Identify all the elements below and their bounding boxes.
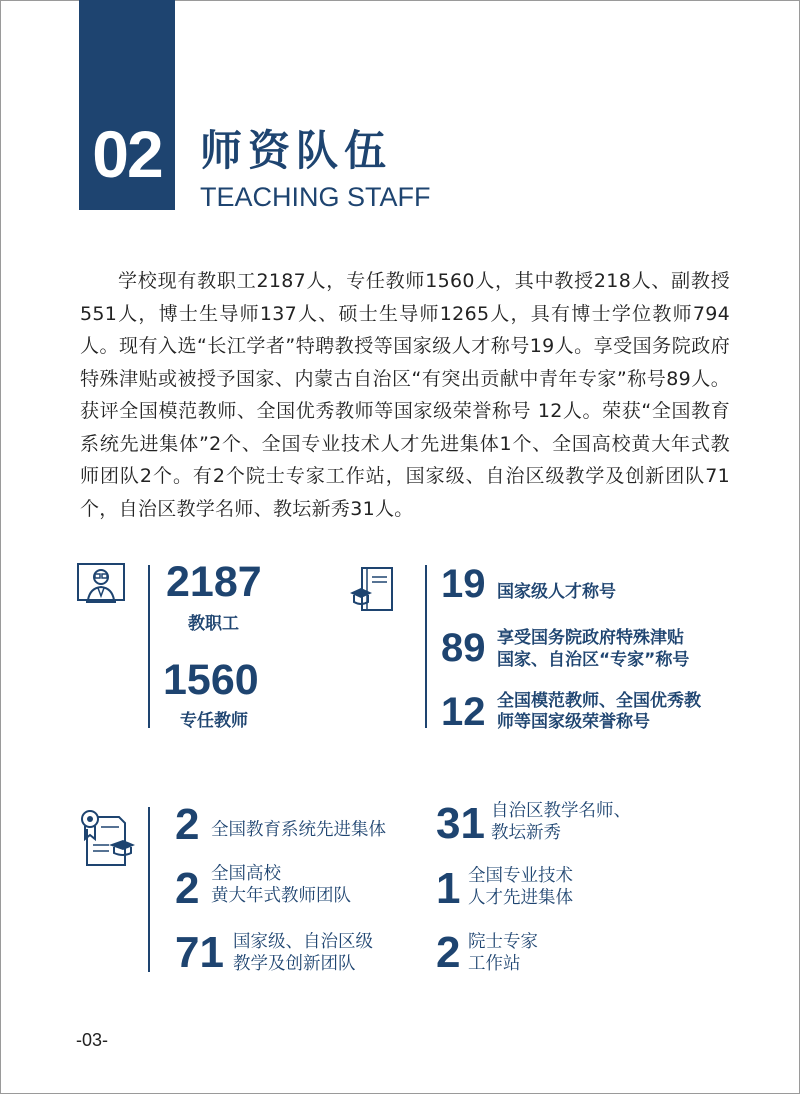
stat-honor-value: 12 [441,690,486,734]
stat-tech-collective-label-line2: 人才先进集体 [468,888,573,908]
divider-c [148,807,150,972]
stat-innovation-team-label-line1: 国家级、自治区级 [233,932,373,952]
stat-staff-value: 2187 [166,558,262,606]
stat-teachers-label: 专任教师 [180,711,248,731]
stat-staff-label: 教职工 [188,614,239,634]
certificate-icon [79,807,137,869]
page-border-left [0,0,1,1094]
stat-workstation-label-line1: 院士专家 [468,932,538,952]
book-graduation-icon [348,565,398,615]
stat-honor-label-line1: 全国模范教师、全国优秀教 [497,691,701,711]
stat-tech-collective-label-line1: 全国专业技术 [468,866,573,886]
stat-huang-team-label-line2: 黄大年式教师团队 [211,886,351,906]
divider-b [425,565,427,728]
stat-national-talent-value: 19 [441,562,486,606]
stat-expert-value: 89 [441,626,486,670]
stat-national-talent-label: 国家级人才称号 [497,582,616,602]
stat-advanced-collective-value: 2 [175,800,200,849]
stat-huang-team-value: 2 [175,864,200,913]
stat-famous-teacher-label-line2: 教坛新秀 [491,823,561,843]
page-number: -03- [76,1030,109,1050]
stat-workstation-value: 2 [436,928,461,977]
stat-tech-collective-value: 1 [436,864,461,913]
stat-advanced-collective-label: 全国教育系统先进集体 [211,820,386,840]
teacher-icon [76,560,126,606]
stat-innovation-team-label-line2: 教学及创新团队 [233,954,356,974]
section-number: 02 [92,117,162,191]
stat-innovation-team-value: 71 [175,928,224,977]
stat-expert-label-line1: 享受国务院政府特殊津贴 [497,628,684,648]
page-subtitle: TEACHING STAFF [200,182,431,212]
page-title: 师资队伍 [200,126,393,175]
section-number-block [79,0,175,210]
stat-expert-label-line2: 国家、自治区“专家”称号 [497,650,690,670]
stat-teachers-value: 1560 [163,656,259,704]
stat-workstation-label-line2: 工作站 [468,954,521,974]
stat-huang-team-label-line1: 全国高校 [211,864,281,884]
stat-famous-teacher-label-line1: 自治区教学名师、 [491,801,631,821]
stat-honor-label-line2: 师等国家级荣誉称号 [497,712,650,732]
intro-paragraph: 学校现有教职工2187人，专任教师1560人，其中教授218人、副教授551人，博士生导师137人、硕士生导师1265人，具有博士学位教师794人。现有入选“长江学者”特聘教授等国家级人才称号19人。享受国务院政府特殊津贴或被授予国家、内蒙古自治区“有突出贡献中青年专家”称号89人。获评全国模范教师、全国优秀教师等国家级荣誉称号 12人。荣获“全国教育系统先进集体”2个、全国专业技术人才先进集体1个、全国高校黄大年式教师团队2个。有2个院士专家工作站，国家级、自治区级教学及创新团队71个，自治区教学名师、教坛新秀31人。 [80,270,730,520]
stat-famous-teacher-value: 31 [436,799,485,848]
divider-a [148,565,150,728]
